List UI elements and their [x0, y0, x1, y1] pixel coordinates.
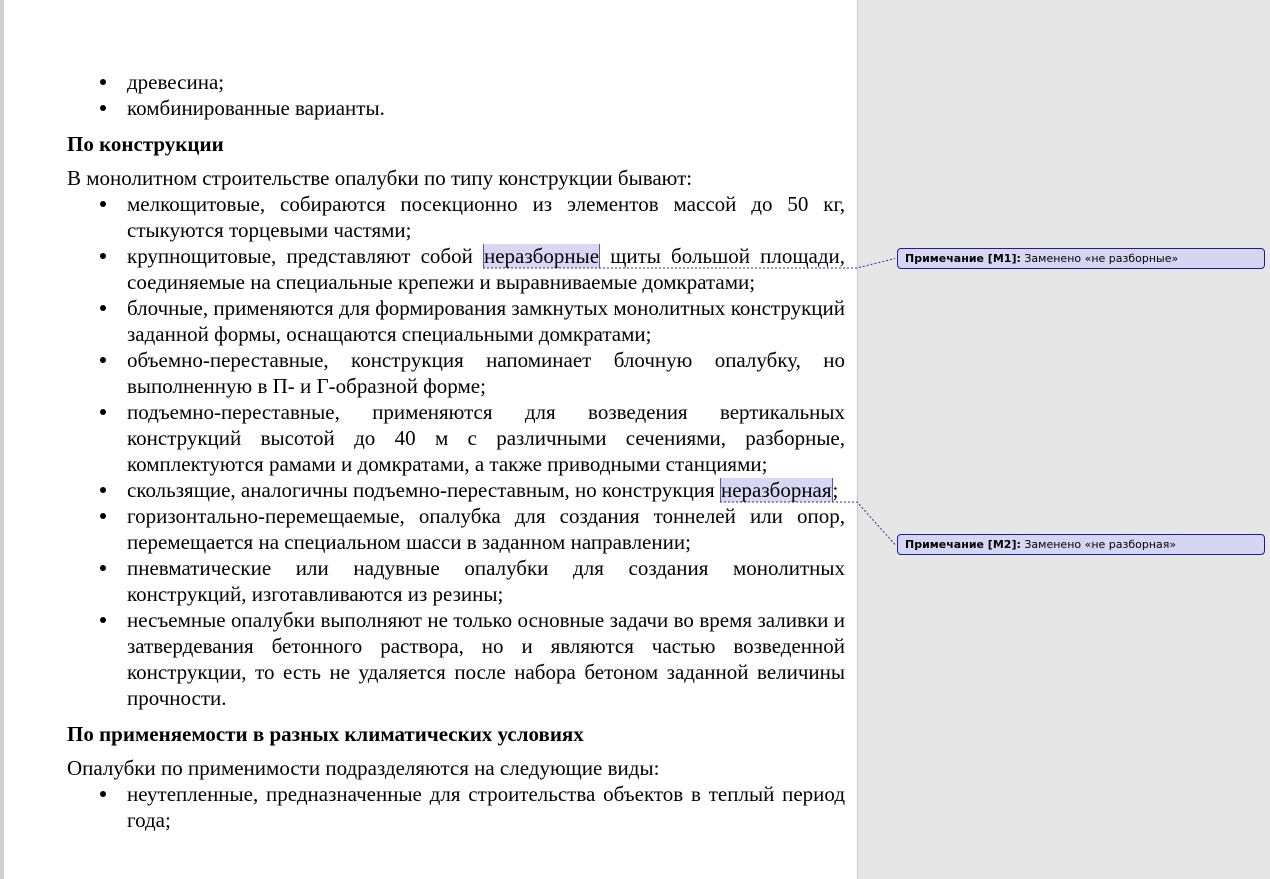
list-item — [67, 477, 845, 503]
comment-title: Примечание [M1]: — [905, 252, 1021, 265]
comment-anchor-m1[interactable]: неразборные — [483, 244, 600, 268]
list-item: блочные, применяются для формирования замкнутых монолитных конструкций заданной формы, оснащаются специальными домкратами; — [67, 295, 845, 347]
list-item: мелкощитовые, собираются посекционно из элементов массой до 50 кг, стыкуются торцевыми частями; — [67, 191, 845, 243]
comment-anchor-m2[interactable]: неразборная — [720, 478, 832, 502]
section-intro-construction: В монолитном строительстве опалубки по типу конструкции бывают: — [67, 166, 693, 190]
list-item — [67, 243, 845, 295]
list-item: комбинированные варианты. — [67, 95, 845, 121]
document-body[interactable] — [67, 69, 845, 833]
bullet-list-climate — [67, 781, 845, 833]
list-item: подъемно-переставные, применяются для возведения вертикальных конструкций высотой до 40 м с различными сечениями, разборные, комплектуются рамами и домкратами, а также приводными станциями; — [67, 399, 845, 477]
list-item: древесина; — [67, 69, 845, 95]
text-run: ; — [832, 478, 839, 502]
list-item: пневматические или надувные опалубки для создания монолитных конструкций, изготавливаются из резины; — [67, 555, 845, 607]
list-item: неутепленные, предназначенные для строительства объектов в теплый период года; — [67, 781, 845, 833]
section-intro-climate: Опалубки по применимости подразделяются на следующие виды: — [67, 756, 660, 780]
document-page[interactable] — [4, 0, 858, 879]
list-item: объемно-переставные, конструкция напоминает блочную опалубку, но выполненную в П- и Г-образной форме; — [67, 347, 845, 399]
list-item: несъемные опалубки выполняют не только основные задачи во время заливки и затвердевания бетонного раствора, но и являются частью возведенной конструкции, то есть не удаляется после набора бетоном заданной величины прочности. — [67, 607, 845, 711]
text-run: скользящие, аналогичны подъемно-переставным, но конструкция — [127, 478, 720, 502]
bullet-list-construction — [67, 191, 845, 711]
bullet-list-materials — [67, 69, 845, 121]
text-run: крупнощитовые, представляют собой — [127, 244, 483, 268]
comment-text: Заменено «не разборные» — [1020, 252, 1179, 265]
section-heading-climate: По применяемости в разных климатических условиях — [67, 722, 584, 746]
text-run: щиты большой площади, соединяемые на специальные крепежи и выравниваемые домкратами; — [127, 244, 845, 294]
list-item: горизонтально-перемещаемые, опалубка для создания тоннелей или опор, перемещается на специальном шасси в заданном направлении; — [67, 503, 845, 555]
comment-balloon-m1[interactable] — [897, 248, 1265, 269]
section-heading-construction: По конструкции — [67, 132, 224, 156]
comment-title: Примечание [M2]: — [905, 538, 1021, 551]
comment-text: Заменено «не разборная» — [1020, 538, 1177, 551]
comment-balloon-m2[interactable] — [897, 534, 1265, 555]
